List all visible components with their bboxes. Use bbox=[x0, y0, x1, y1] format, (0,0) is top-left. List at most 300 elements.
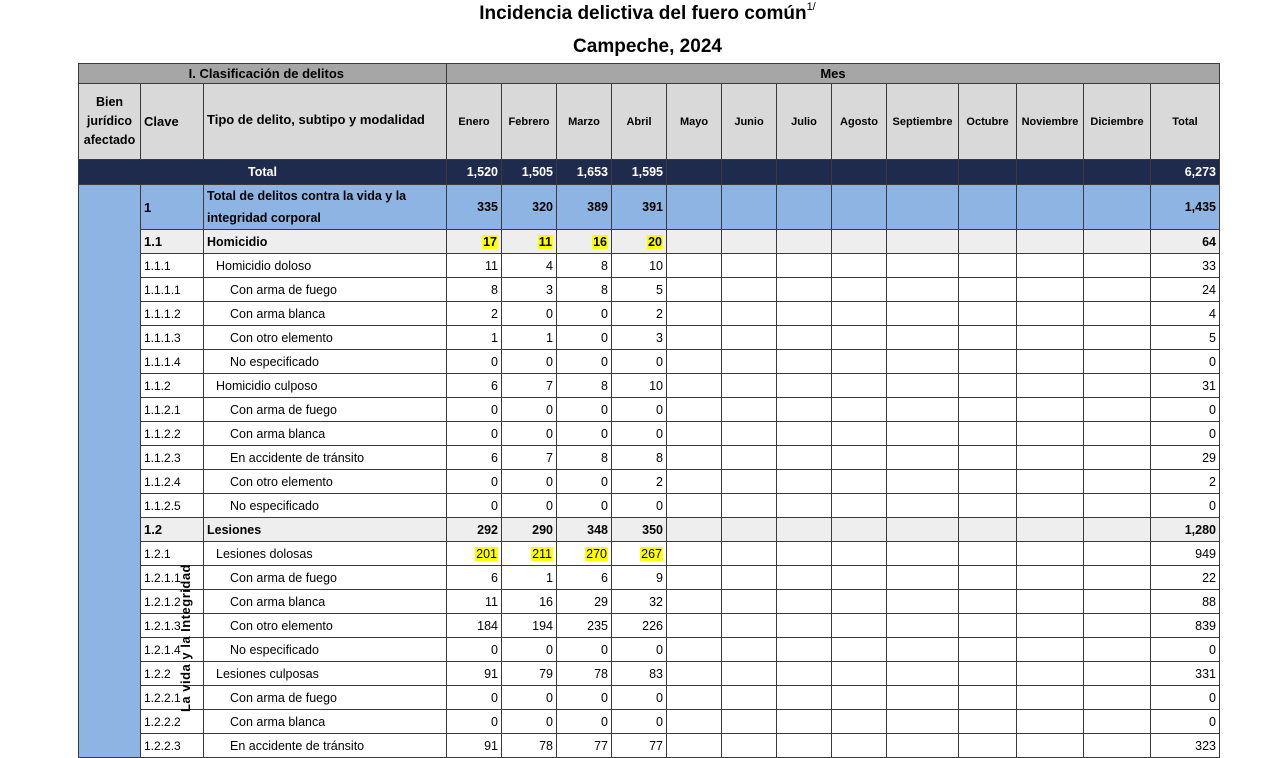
table-row bbox=[79, 686, 1220, 710]
month-value-cell: 0 bbox=[447, 350, 502, 374]
month-value-cell bbox=[557, 542, 612, 566]
clave-cell: 1.1.2 bbox=[141, 374, 204, 398]
grand-total-value: 6,273 bbox=[1151, 160, 1220, 185]
classification-header: I. Clasificación de delitos bbox=[79, 64, 447, 84]
crime-type-cell: Lesiones bbox=[204, 518, 447, 542]
grand-total-month-value bbox=[722, 160, 777, 185]
month-value-cell: 184 bbox=[447, 614, 502, 638]
month-value-cell: 79 bbox=[502, 662, 557, 686]
month-value-cell bbox=[447, 230, 502, 254]
month-value-cell: 4 bbox=[502, 254, 557, 278]
month-value-cell bbox=[959, 185, 1017, 230]
month-value-cell bbox=[667, 302, 722, 326]
table-row bbox=[79, 710, 1220, 734]
crime-type-cell: Con arma blanca bbox=[204, 302, 447, 326]
tipo-delito-header: Tipo de delito, subtipo y modalidad bbox=[204, 84, 447, 160]
row-total-cell: 29 bbox=[1151, 446, 1220, 470]
row-total-cell: 24 bbox=[1151, 278, 1220, 302]
month-value-cell bbox=[1084, 230, 1151, 254]
month-value-cell bbox=[959, 494, 1017, 518]
clave-cell: 1.2.2.1 bbox=[141, 686, 204, 710]
row-total-cell: 1,280 bbox=[1151, 518, 1220, 542]
month-value-cell bbox=[667, 494, 722, 518]
month-value-cell bbox=[1017, 398, 1084, 422]
month-value-cell bbox=[959, 686, 1017, 710]
table-row bbox=[79, 542, 1220, 566]
month-value-cell bbox=[959, 278, 1017, 302]
clave-cell: 1.1.1.4 bbox=[141, 350, 204, 374]
month-value-cell: 77 bbox=[557, 734, 612, 758]
row-total-cell: 64 bbox=[1151, 230, 1220, 254]
month-value-cell: 391 bbox=[612, 185, 667, 230]
month-value-cell: 194 bbox=[502, 614, 557, 638]
grand-total-month-value: 1,520 bbox=[447, 160, 502, 185]
crime-type-cell: Con arma blanca bbox=[204, 422, 447, 446]
month-value-cell: 91 bbox=[447, 734, 502, 758]
month-value-cell bbox=[1084, 494, 1151, 518]
month-value-cell: 1 bbox=[502, 566, 557, 590]
month-value-cell bbox=[1084, 566, 1151, 590]
row-total-cell: 323 bbox=[1151, 734, 1220, 758]
month-value-cell bbox=[959, 566, 1017, 590]
table-row bbox=[79, 422, 1220, 446]
month-value-cell bbox=[722, 326, 777, 350]
grand-total-month-value: 1,595 bbox=[612, 160, 667, 185]
month-value-cell bbox=[1017, 470, 1084, 494]
table-row bbox=[79, 662, 1220, 686]
month-value-cell: 0 bbox=[502, 398, 557, 422]
month-value-cell: 3 bbox=[502, 278, 557, 302]
clave-cell: 1.1.1.1 bbox=[141, 278, 204, 302]
month-column-header: Junio bbox=[722, 84, 777, 160]
highlighted-value: 201 bbox=[476, 546, 497, 561]
month-value-cell bbox=[1084, 278, 1151, 302]
month-value-cell bbox=[1017, 638, 1084, 662]
row-total-cell: 2 bbox=[1151, 470, 1220, 494]
month-value-cell bbox=[1084, 614, 1151, 638]
month-value-cell bbox=[887, 518, 959, 542]
month-value-cell bbox=[887, 398, 959, 422]
month-value-cell: 0 bbox=[612, 710, 667, 734]
month-value-cell bbox=[1017, 302, 1084, 326]
month-value-cell: 8 bbox=[557, 278, 612, 302]
crime-type-cell: Con otro elemento bbox=[204, 470, 447, 494]
month-value-cell bbox=[887, 494, 959, 518]
table-row bbox=[79, 590, 1220, 614]
month-value-cell: 6 bbox=[447, 446, 502, 470]
month-value-cell bbox=[667, 374, 722, 398]
month-value-cell bbox=[667, 614, 722, 638]
month-value-cell: 16 bbox=[502, 590, 557, 614]
month-value-cell bbox=[777, 398, 832, 422]
month-value-cell: 0 bbox=[612, 350, 667, 374]
clave-cell: 1.2.1.2 bbox=[141, 590, 204, 614]
month-value-cell bbox=[777, 710, 832, 734]
row-total-cell: 31 bbox=[1151, 374, 1220, 398]
month-value-cell bbox=[667, 446, 722, 470]
month-value-cell bbox=[667, 662, 722, 686]
grand-total-month-value: 1,653 bbox=[557, 160, 612, 185]
month-value-cell bbox=[777, 566, 832, 590]
row-total-cell: 0 bbox=[1151, 398, 1220, 422]
table-row bbox=[79, 185, 1220, 230]
clave-cell: 1.1.1 bbox=[141, 254, 204, 278]
month-value-cell bbox=[1017, 374, 1084, 398]
row-total-cell: 949 bbox=[1151, 542, 1220, 566]
table-row bbox=[79, 278, 1220, 302]
month-value-cell bbox=[959, 302, 1017, 326]
month-value-cell bbox=[502, 230, 557, 254]
month-value-cell: 320 bbox=[502, 185, 557, 230]
month-column-header: Julio bbox=[777, 84, 832, 160]
month-value-cell: 0 bbox=[502, 710, 557, 734]
month-column-header: Noviembre bbox=[1017, 84, 1084, 160]
month-value-cell bbox=[1017, 518, 1084, 542]
grand-total-month-value bbox=[667, 160, 722, 185]
row-total-cell: 1,435 bbox=[1151, 185, 1220, 230]
month-value-cell: 348 bbox=[557, 518, 612, 542]
highlighted-value: 267 bbox=[641, 546, 662, 561]
month-value-cell bbox=[722, 686, 777, 710]
month-value-cell bbox=[1084, 590, 1151, 614]
clave-cell: 1 bbox=[141, 185, 204, 230]
month-column-header: Abril bbox=[612, 84, 667, 160]
month-value-cell bbox=[722, 542, 777, 566]
table-row bbox=[79, 254, 1220, 278]
month-value-cell: 0 bbox=[557, 710, 612, 734]
month-value-cell bbox=[722, 662, 777, 686]
month-value-cell bbox=[959, 734, 1017, 758]
month-value-cell bbox=[887, 326, 959, 350]
month-value-cell: 0 bbox=[447, 398, 502, 422]
table-row bbox=[79, 302, 1220, 326]
month-value-cell bbox=[832, 185, 887, 230]
month-value-cell bbox=[1017, 494, 1084, 518]
month-value-cell bbox=[667, 686, 722, 710]
month-value-cell bbox=[1084, 398, 1151, 422]
month-value-cell: 0 bbox=[557, 302, 612, 326]
month-value-cell: 9 bbox=[612, 566, 667, 590]
grand-total-month-value bbox=[1084, 160, 1151, 185]
month-value-cell bbox=[1084, 734, 1151, 758]
clave-cell: 1.1.2.3 bbox=[141, 446, 204, 470]
month-value-cell: 8 bbox=[557, 254, 612, 278]
month-column-header: Diciembre bbox=[1084, 84, 1151, 160]
month-value-cell bbox=[722, 278, 777, 302]
month-value-cell bbox=[667, 710, 722, 734]
table-row bbox=[79, 446, 1220, 470]
month-value-cell: 0 bbox=[557, 326, 612, 350]
month-value-cell bbox=[722, 518, 777, 542]
month-header: Mes bbox=[447, 64, 1220, 84]
month-value-cell bbox=[667, 638, 722, 662]
clave-cell: 1.2 bbox=[141, 518, 204, 542]
row-total-cell: 0 bbox=[1151, 350, 1220, 374]
month-value-cell bbox=[777, 230, 832, 254]
month-value-cell: 11 bbox=[447, 254, 502, 278]
clave-cell: 1.1.2.4 bbox=[141, 470, 204, 494]
month-value-cell bbox=[722, 230, 777, 254]
month-value-cell: 1 bbox=[447, 326, 502, 350]
crime-type-cell: Homicidio doloso bbox=[204, 254, 447, 278]
row-total-cell: 839 bbox=[1151, 614, 1220, 638]
month-value-cell bbox=[1084, 446, 1151, 470]
row-total-cell: 4 bbox=[1151, 302, 1220, 326]
month-value-cell bbox=[777, 326, 832, 350]
month-value-cell bbox=[832, 614, 887, 638]
month-value-cell: 3 bbox=[612, 326, 667, 350]
month-value-cell bbox=[1084, 542, 1151, 566]
month-value-cell bbox=[1017, 566, 1084, 590]
title-footnote-mark: 1/ bbox=[806, 1, 816, 13]
clave-cell: 1.2.2.2 bbox=[141, 710, 204, 734]
month-value-cell bbox=[1017, 686, 1084, 710]
month-value-cell bbox=[832, 638, 887, 662]
month-value-cell bbox=[887, 254, 959, 278]
month-value-cell bbox=[722, 470, 777, 494]
month-value-cell: 7 bbox=[502, 374, 557, 398]
table-row bbox=[79, 374, 1220, 398]
month-value-cell: 2 bbox=[612, 302, 667, 326]
clave-cell: 1.2.1 bbox=[141, 542, 204, 566]
month-value-cell bbox=[667, 542, 722, 566]
clave-cell: 1.2.1.4 bbox=[141, 638, 204, 662]
month-value-cell bbox=[612, 542, 667, 566]
row-total-cell: 5 bbox=[1151, 326, 1220, 350]
month-value-cell bbox=[667, 185, 722, 230]
crime-type-cell: En accidente de tránsito bbox=[204, 734, 447, 758]
month-value-cell bbox=[557, 230, 612, 254]
month-value-cell: 0 bbox=[612, 398, 667, 422]
crime-type-cell: Lesiones culposas bbox=[204, 662, 447, 686]
crime-type-cell: Con arma de fuego bbox=[204, 398, 447, 422]
highlighted-value: 270 bbox=[586, 546, 607, 561]
month-value-cell bbox=[959, 614, 1017, 638]
report-subtitle: Campeche, 2024 bbox=[573, 36, 722, 57]
row-total-cell: 22 bbox=[1151, 566, 1220, 590]
month-value-cell bbox=[959, 398, 1017, 422]
month-value-cell bbox=[959, 446, 1017, 470]
month-value-cell bbox=[722, 422, 777, 446]
month-value-cell: 292 bbox=[447, 518, 502, 542]
month-value-cell: 29 bbox=[557, 590, 612, 614]
clave-cell: 1.1.2.1 bbox=[141, 398, 204, 422]
month-value-cell bbox=[959, 590, 1017, 614]
month-value-cell bbox=[959, 422, 1017, 446]
crime-type-cell: Con arma blanca bbox=[204, 710, 447, 734]
month-value-cell: 0 bbox=[502, 302, 557, 326]
month-value-cell: 0 bbox=[612, 686, 667, 710]
month-value-cell bbox=[1084, 518, 1151, 542]
month-value-cell bbox=[667, 350, 722, 374]
month-value-cell bbox=[1017, 590, 1084, 614]
month-value-cell bbox=[722, 398, 777, 422]
month-value-cell: 0 bbox=[447, 470, 502, 494]
month-value-cell bbox=[1017, 662, 1084, 686]
month-column-header: Octubre bbox=[959, 84, 1017, 160]
month-value-cell bbox=[667, 254, 722, 278]
month-value-cell bbox=[777, 185, 832, 230]
month-value-cell bbox=[832, 470, 887, 494]
month-value-cell bbox=[1017, 734, 1084, 758]
month-value-cell: 0 bbox=[502, 422, 557, 446]
crime-type-cell: Con otro elemento bbox=[204, 614, 447, 638]
month-value-cell: 0 bbox=[447, 494, 502, 518]
grand-total-month-value bbox=[1017, 160, 1084, 185]
month-value-cell: 0 bbox=[447, 686, 502, 710]
crime-type-cell: Con arma de fuego bbox=[204, 686, 447, 710]
month-value-cell bbox=[887, 542, 959, 566]
month-value-cell bbox=[777, 278, 832, 302]
month-value-cell bbox=[1017, 185, 1084, 230]
month-value-cell bbox=[722, 302, 777, 326]
month-value-cell: 0 bbox=[502, 350, 557, 374]
month-value-cell bbox=[667, 518, 722, 542]
month-value-cell bbox=[777, 494, 832, 518]
month-value-cell bbox=[832, 230, 887, 254]
month-value-cell: 11 bbox=[447, 590, 502, 614]
month-value-cell bbox=[722, 374, 777, 398]
month-value-cell bbox=[777, 518, 832, 542]
month-column-header: Febrero bbox=[502, 84, 557, 160]
month-value-cell bbox=[777, 254, 832, 278]
month-value-cell bbox=[502, 542, 557, 566]
crime-type-cell: No especificado bbox=[204, 494, 447, 518]
table-row bbox=[79, 734, 1220, 758]
month-column-header: Enero bbox=[447, 84, 502, 160]
month-value-cell bbox=[1017, 350, 1084, 374]
month-value-cell: 32 bbox=[612, 590, 667, 614]
month-value-cell bbox=[722, 590, 777, 614]
month-value-cell: 1 bbox=[502, 326, 557, 350]
month-value-cell bbox=[667, 326, 722, 350]
month-value-cell: 0 bbox=[447, 422, 502, 446]
month-value-cell: 0 bbox=[502, 494, 557, 518]
row-total-cell: 0 bbox=[1151, 422, 1220, 446]
month-value-cell bbox=[832, 710, 887, 734]
month-value-cell: 0 bbox=[557, 638, 612, 662]
row-total-cell: 331 bbox=[1151, 662, 1220, 686]
crime-type-cell: Homicidio bbox=[204, 230, 447, 254]
month-value-cell bbox=[832, 662, 887, 686]
table-row bbox=[79, 398, 1220, 422]
month-value-cell bbox=[887, 302, 959, 326]
month-value-cell: 8 bbox=[447, 278, 502, 302]
month-value-cell bbox=[1084, 686, 1151, 710]
crime-incidence-table bbox=[78, 63, 1220, 758]
month-value-cell bbox=[832, 494, 887, 518]
table-row bbox=[79, 470, 1220, 494]
month-value-cell bbox=[777, 638, 832, 662]
month-value-cell bbox=[777, 470, 832, 494]
month-value-cell bbox=[777, 422, 832, 446]
bien-juridico-header: Bien jurídico afectado bbox=[79, 84, 141, 160]
month-value-cell bbox=[887, 446, 959, 470]
month-value-cell bbox=[722, 638, 777, 662]
month-value-cell bbox=[777, 590, 832, 614]
month-value-cell bbox=[832, 398, 887, 422]
month-value-cell bbox=[887, 662, 959, 686]
clave-cell: 1.1.1.2 bbox=[141, 302, 204, 326]
month-value-cell: 0 bbox=[557, 470, 612, 494]
month-value-cell: 6 bbox=[447, 374, 502, 398]
month-value-cell bbox=[1084, 350, 1151, 374]
clave-header: Clave bbox=[141, 84, 204, 160]
clave-cell: 1.1.1.3 bbox=[141, 326, 204, 350]
month-value-cell bbox=[1084, 470, 1151, 494]
month-value-cell: 335 bbox=[447, 185, 502, 230]
month-value-cell: 8 bbox=[612, 446, 667, 470]
month-value-cell bbox=[832, 422, 887, 446]
month-value-cell bbox=[777, 350, 832, 374]
month-value-cell bbox=[887, 374, 959, 398]
highlighted-value: 11 bbox=[538, 234, 552, 249]
month-value-cell bbox=[667, 422, 722, 446]
row-total-cell: 0 bbox=[1151, 686, 1220, 710]
month-value-cell: 10 bbox=[612, 374, 667, 398]
table-row bbox=[79, 518, 1220, 542]
month-value-cell bbox=[832, 326, 887, 350]
month-value-cell bbox=[1017, 614, 1084, 638]
month-value-cell: 0 bbox=[502, 470, 557, 494]
month-value-cell bbox=[1084, 422, 1151, 446]
month-value-cell bbox=[1017, 254, 1084, 278]
month-value-cell: 350 bbox=[612, 518, 667, 542]
month-value-cell: 0 bbox=[612, 638, 667, 662]
month-value-cell bbox=[887, 614, 959, 638]
month-value-cell bbox=[722, 494, 777, 518]
month-value-cell bbox=[832, 446, 887, 470]
grand-total-month-value bbox=[832, 160, 887, 185]
month-value-cell bbox=[832, 518, 887, 542]
month-value-cell: 0 bbox=[502, 686, 557, 710]
month-value-cell bbox=[832, 734, 887, 758]
clave-cell: 1.2.1.1 bbox=[141, 566, 204, 590]
month-value-cell bbox=[777, 662, 832, 686]
month-value-cell bbox=[1084, 662, 1151, 686]
month-value-cell bbox=[959, 638, 1017, 662]
month-value-cell bbox=[722, 446, 777, 470]
month-column-header: Septiembre bbox=[887, 84, 959, 160]
month-value-cell bbox=[832, 566, 887, 590]
month-value-cell: 78 bbox=[557, 662, 612, 686]
month-value-cell bbox=[959, 254, 1017, 278]
crime-type-cell: Total de delitos contra la vida y la integridad corporal bbox=[204, 185, 447, 230]
crime-type-cell: Homicidio culposo bbox=[204, 374, 447, 398]
month-value-cell: 226 bbox=[612, 614, 667, 638]
crime-type-cell: Lesiones dolosas bbox=[204, 542, 447, 566]
month-value-cell bbox=[832, 542, 887, 566]
crime-type-cell: En accidente de tránsito bbox=[204, 446, 447, 470]
crime-type-cell: No especificado bbox=[204, 350, 447, 374]
month-value-cell bbox=[1084, 302, 1151, 326]
month-value-cell bbox=[887, 638, 959, 662]
month-value-cell: 290 bbox=[502, 518, 557, 542]
month-value-cell bbox=[832, 374, 887, 398]
month-value-cell bbox=[887, 350, 959, 374]
month-value-cell bbox=[777, 302, 832, 326]
crime-type-cell: Con arma blanca bbox=[204, 590, 447, 614]
month-value-cell: 2 bbox=[612, 470, 667, 494]
month-value-cell: 6 bbox=[447, 566, 502, 590]
month-value-cell bbox=[722, 734, 777, 758]
month-value-cell bbox=[722, 350, 777, 374]
clave-cell: 1.1.2.2 bbox=[141, 422, 204, 446]
month-value-cell bbox=[887, 185, 959, 230]
grand-total-month-value bbox=[777, 160, 832, 185]
month-value-cell bbox=[1084, 254, 1151, 278]
month-value-cell: 77 bbox=[612, 734, 667, 758]
